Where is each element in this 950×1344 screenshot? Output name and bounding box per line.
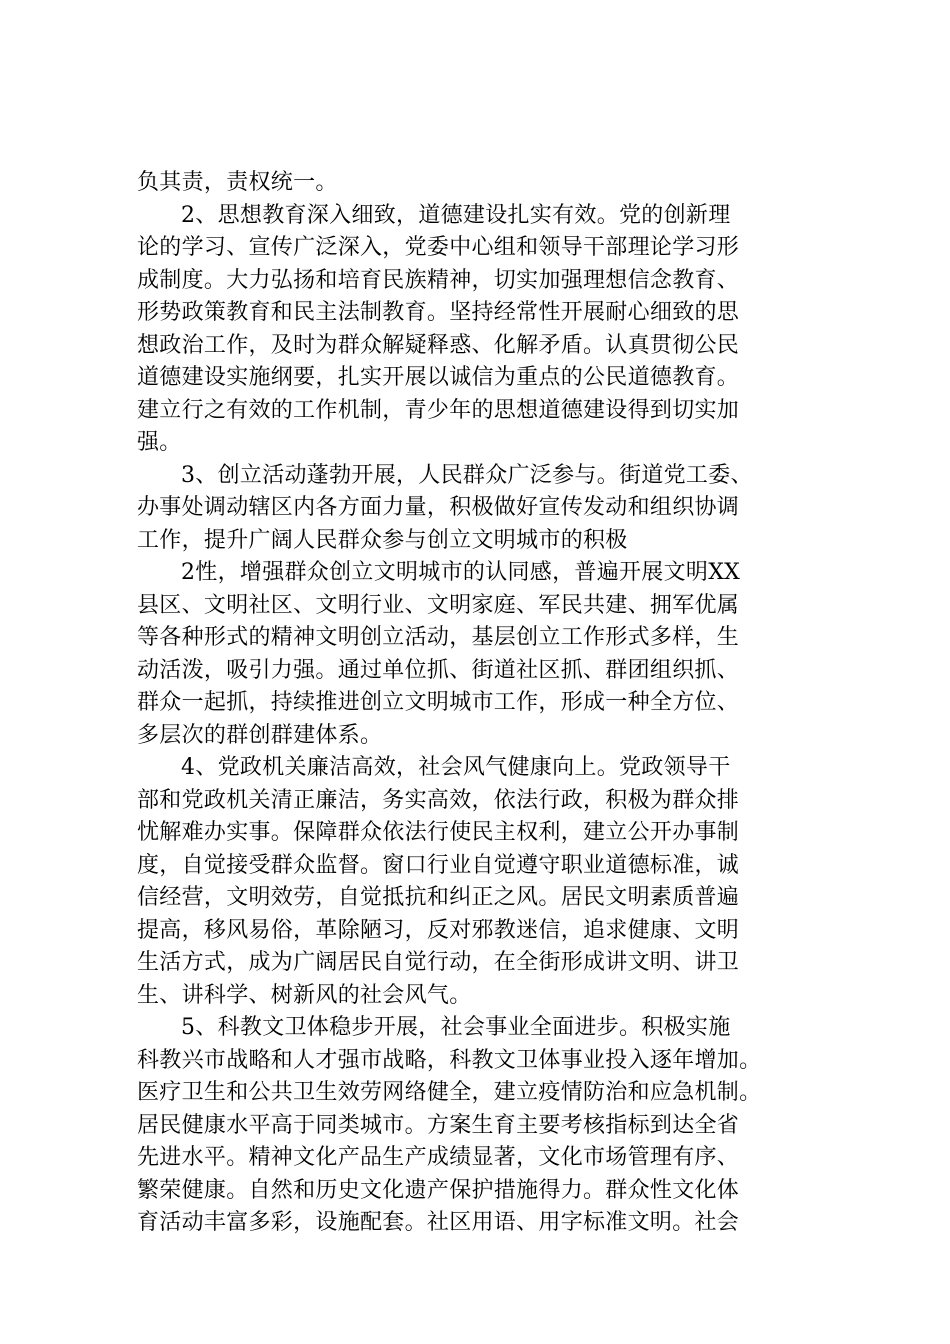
text-line: 等各种形式的精神文明创立活动，基层创立工作形式多样，生 — [137, 625, 740, 650]
paragraph-start-line: 4、党政机关廉洁高效，社会风气健康向上。党政领导干 — [181, 755, 731, 780]
text-line: 信经营，文明效劳，自觉抵抗和纠正之风。居民文明素质普遍 — [137, 885, 740, 910]
text-line: 形势政策教育和民主法制教育。坚持经常性开展耐心细致的思 — [137, 300, 740, 325]
text-line: 居民健康水平高于同类城市。方案生育主要考核指标到达全省 — [137, 1112, 740, 1138]
text-line: 部和党政机关清正廉洁，务实高效，依法行政，积极为群众排 — [137, 787, 740, 813]
paragraph-start-line: 5、科教文卫体稳步开展，社会事业全面进步。积极实施 — [181, 1015, 731, 1040]
text-line: 建立行之有效的工作机制，青少年的思想道德建设得到切实加 — [137, 397, 740, 423]
text-line: 工作，提升广阔人民群众参与创立文明城市的积极 — [137, 527, 628, 553]
text-line: 繁荣健康。自然和历史文化遗产保护措施得力。群众性文化体 — [137, 1177, 740, 1203]
text-line: 多层次的群创群建体系。 — [137, 722, 383, 748]
text-line: 生、讲科学、树新风的社会风气。 — [137, 982, 472, 1008]
text-line: 医疗卫生和公共卫生效劳网络健全，建立疫情防治和应急机制。 — [137, 1080, 762, 1105]
text-line: 县区、文明社区、文明行业、文明家庭、军民共建、拥军优属 — [137, 592, 740, 618]
text-line: 提高，移风易俗，革除陋习，反对邪教迷信，追求健康、文明 — [137, 917, 740, 943]
text-line: 办事处调动辖区内各方面力量，积极做好宣传发动和组织协调 — [137, 495, 740, 520]
text-line: 先进水平。精神文化产品生产成绩显著，文化市场管理有序、 — [137, 1145, 740, 1170]
text-line: 生活方式，成为广阔居民自觉行动，在全街形成讲文明、讲卫 — [137, 950, 740, 975]
text-line: 动活泼，吸引力强。通过单位抓、街道社区抓、群团组织抓、 — [137, 657, 740, 683]
paragraph-start-line: 3、创立活动蓬勃开展，人民群众广泛参与。街道党工委、 — [181, 462, 753, 488]
body-text — [137, 167, 837, 1240]
text-line: 忧解难办实事。保障群众依法行使民主权利，建立公开办事制 — [137, 820, 740, 845]
text-line: 度，自觉接受群众监督。窗口行业自觉遵守职业道德标准，诚 — [137, 852, 740, 878]
text-line: 论的学习、宣传广泛深入，党委中心组和领导干部理论学习形 — [137, 235, 740, 260]
text-line: 群众一起抓，持续推进创立文明城市工作，形成一种全方位、 — [137, 690, 740, 715]
text-line: 成制度。大力弘扬和培育民族精神，切实加强理想信念教育、 — [137, 267, 740, 293]
text-line: 科教兴市战略和人才强市战略，科教文卫体事业投入逐年增加。 — [137, 1047, 762, 1073]
text-line: 道德建设实施纲要，扎实开展以诚信为重点的公民道德教育。 — [137, 365, 740, 390]
paragraph-start-line: 2性，增强群众创立文明城市的认同感，普遍开展文明XX — [181, 560, 741, 585]
paragraph-start-line: 2、思想教育深入细致，道德建设扎实有效。党的创新理 — [181, 202, 731, 228]
text-line: 强。 — [137, 430, 182, 455]
text-line: 育活动丰富多彩，设施配套。社区用语、用字标准文明。社会 — [137, 1210, 740, 1235]
text-line: 负其责，责权统一。 — [137, 170, 338, 195]
text-line: 想政治工作，及时为群众解疑释惑、化解矛盾。认真贯彻公民 — [137, 332, 740, 358]
